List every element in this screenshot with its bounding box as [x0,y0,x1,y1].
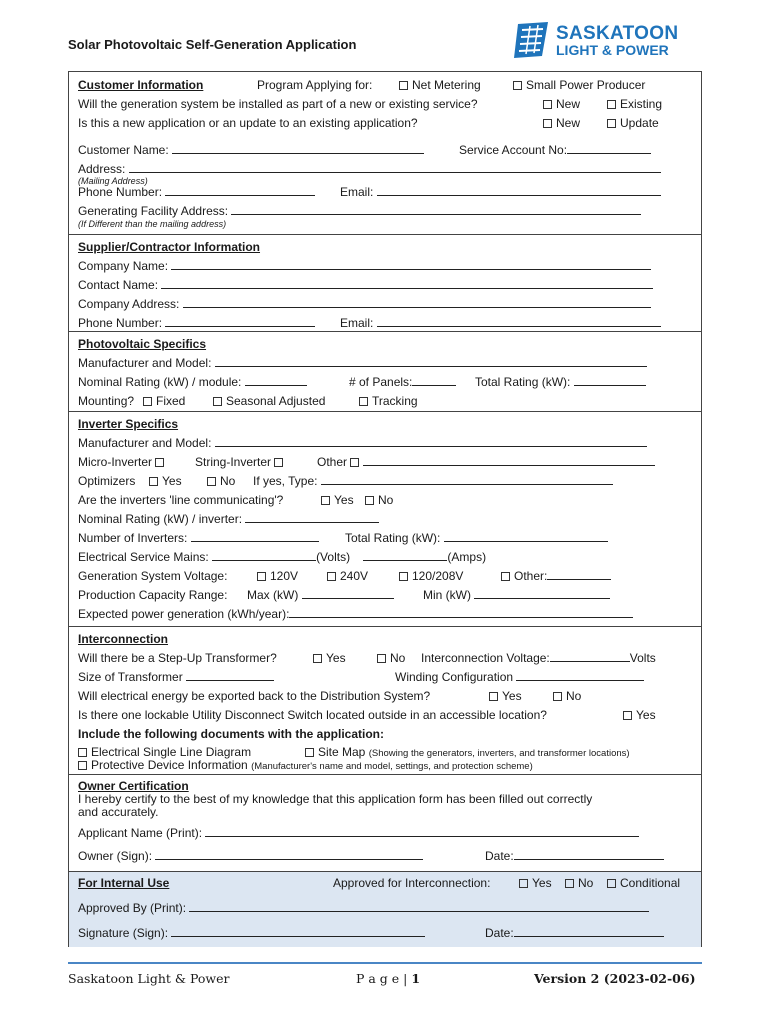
checkbox-icon[interactable] [501,572,510,581]
line-comm-yes-option[interactable]: Yes [321,493,354,507]
customer-heading: Customer Information [78,78,204,92]
pv-heading: Photovoltaic Specifics [78,337,207,351]
capacity-max-field[interactable]: Max (kW) [247,588,394,602]
disconnect-question: Is there one lockable Utility Disconnect Switch located outside in an accessible location? [78,708,547,722]
program-label: Program Applying for: [257,78,373,92]
v120-208-option[interactable]: 120/208V [399,569,463,583]
winding-field[interactable]: Winding Configuration [395,670,644,684]
company-address-field[interactable]: Company Address: [78,297,651,311]
optimizer-type-field[interactable]: If yes, Type: [253,474,613,488]
supplier-section [69,234,701,331]
checkbox-icon[interactable] [399,572,408,581]
application-form [68,71,702,947]
pv-nominal-field[interactable]: Nominal Rating (kW) / module: [78,375,307,389]
pv-manufacturer-field[interactable]: Manufacturer and Model: [78,356,647,370]
address-field[interactable]: Address: [78,162,661,176]
mailing-address-note: (Mailing Address) [78,176,148,186]
checkbox-icon[interactable] [607,100,616,109]
approved-yes-option[interactable]: Yes [519,876,552,890]
other-inverter-option[interactable]: Other [317,455,655,469]
approved-by-field[interactable]: Approved By (Print): [78,901,649,915]
update-app-option[interactable]: Update [607,116,659,130]
inverter-section [69,411,701,626]
checkbox-icon[interactable] [257,572,266,581]
checkbox-icon[interactable] [274,458,283,467]
checkbox-icon[interactable] [607,879,616,888]
checkbox-icon[interactable] [207,477,216,486]
footer-version: Version 2 (2023-02-06) [534,971,696,986]
checkbox-icon[interactable] [399,81,408,90]
checkbox-icon[interactable] [350,458,359,467]
footer-page: P a g e | 1 [356,971,421,986]
checkbox-icon[interactable] [513,81,522,90]
checkbox-icon[interactable] [623,711,632,720]
owner-date-field[interactable]: Date: [485,849,664,863]
footer-org: Saskatoon Light & Power [68,971,230,986]
micro-inverter-option[interactable]: Micro-Inverter [78,455,168,469]
fixed-option[interactable]: Fixed [143,394,185,408]
internal-heading: For Internal Use [78,876,170,890]
optimizers-yes-option[interactable]: Yes [149,474,182,488]
site-map-option[interactable]: Site Map (Showing the generators, inverters, and transformer locations) [305,745,630,761]
applicant-name-field[interactable]: Applicant Name (Print): [78,826,639,840]
checkbox-icon[interactable] [155,458,164,467]
other-voltage-option[interactable]: Other: [501,569,611,583]
checkbox-icon[interactable] [519,879,528,888]
customer-phone-field[interactable]: Phone Number: [78,185,315,199]
inverter-total-field[interactable]: Total Rating (kW): [345,531,608,545]
tracking-option[interactable]: Tracking [359,394,418,408]
page-title: Solar Photovoltaic Self-Generation Application [68,37,357,52]
checkbox-icon[interactable] [543,119,552,128]
inverter-heading: Inverter Specifics [78,417,179,431]
pv-total-field[interactable]: Total Rating (kW): [475,375,646,389]
stepup-no-option[interactable]: No [377,651,405,665]
single-line-option[interactable]: Electrical Single Line Diagram [78,745,251,759]
seasonal-option[interactable]: Seasonal Adjusted [213,394,325,408]
customer-name-field[interactable]: Customer Name: [78,143,424,157]
include-docs-label: Include the following documents with the application: [78,727,384,741]
pv-section [69,331,701,411]
mounting-label: Mounting? [78,394,135,408]
approved-conditional-option[interactable]: Conditional [607,876,680,890]
checkbox-icon[interactable] [143,397,152,406]
export-no-option[interactable]: No [553,689,581,703]
supplier-phone-field[interactable]: Phone Number: [78,316,315,330]
facility-address-note: (If Different than the mailing address) [78,219,227,229]
transformer-size-field[interactable]: Size of Transformer [78,670,274,684]
inverter-manufacturer-field[interactable]: Manufacturer and Model: [78,436,647,450]
owner-section [69,774,701,871]
internal-signature-field[interactable]: Signature (Sign): [78,926,425,940]
supplier-heading: Supplier/Contractor Information [78,240,261,254]
interconnection-heading: Interconnection [78,632,169,646]
expected-generation-field[interactable]: Expected power generation (kWh/year): [78,607,633,621]
checkbox-icon[interactable] [78,748,87,757]
checkbox-icon[interactable] [543,100,552,109]
gen-voltage-label: Generation System Voltage: [78,569,228,583]
new-app-option[interactable]: New [543,116,580,130]
internal-date-field[interactable]: Date: [485,926,664,940]
checkbox-icon[interactable] [321,496,330,505]
supplier-email-field[interactable]: Email: [340,316,661,330]
disconnect-yes-option[interactable]: Yes [623,708,656,722]
customer-section [69,72,701,234]
existing-service-option[interactable]: Existing [607,97,662,111]
logo-text-line1: SASKATOON [556,23,679,44]
checkbox-icon[interactable] [78,761,87,770]
customer-email-field[interactable]: Email: [340,185,661,199]
app-update-question: Is this a new application or an update to an existing application? [78,116,418,130]
checkbox-icon[interactable] [607,119,616,128]
checkbox-icon[interactable] [327,572,336,581]
checkbox-icon[interactable] [565,879,574,888]
footer-rule [68,962,702,964]
contact-name-field[interactable]: Contact Name: [78,278,653,292]
inverter-nominal-field[interactable]: Nominal Rating (kW) / inverter: [78,512,379,526]
checkbox-icon[interactable] [313,654,322,663]
checkbox-icon[interactable] [305,748,314,757]
certify-text-1: I hereby certify to the best of my knowledge that this application form has been filled out correctly [78,792,593,806]
optimizers-label: Optimizers [78,474,136,488]
inverter-count-field[interactable]: Number of Inverters: [78,531,319,545]
string-inverter-option[interactable]: String-Inverter [195,455,287,469]
checkbox-icon[interactable] [365,496,374,505]
logo-text-line2: LIGHT & POWER [556,42,669,58]
new-existing-question: Will the generation system be installed as part of a new or existing service? [78,97,478,111]
approved-ic-label: Approved for Interconnection: [333,876,491,890]
company-logo [512,20,702,60]
ic-voltage-field[interactable]: Interconnection Voltage: Volts [421,651,656,665]
internal-section [69,871,701,947]
checkbox-icon[interactable] [489,692,498,701]
stepup-question: Will there be a Step-Up Transformer? [78,651,277,665]
net-metering-option[interactable]: Net Metering [399,78,481,92]
checkbox-icon[interactable] [213,397,222,406]
owner-sign-field[interactable]: Owner (Sign): [78,849,423,863]
certify-text-2: and accurately. [78,805,159,819]
panels-field[interactable]: # of Panels: [349,375,456,389]
line-comm-question: Are the inverters 'line communicating'? [78,493,284,507]
line-comm-no-option[interactable]: No [365,493,393,507]
service-account-field[interactable]: Service Account No: [459,143,651,157]
checkbox-icon[interactable] [553,692,562,701]
export-question: Will electrical energy be exported back to the Distribution System? [78,689,431,703]
facility-address-field[interactable]: Generating Facility Address: [78,204,641,218]
v120-option[interactable]: 120V [257,569,298,583]
optimizers-no-option[interactable]: No [207,474,235,488]
checkbox-icon[interactable] [149,477,158,486]
small-power-option[interactable]: Small Power Producer [513,78,645,92]
stepup-yes-option[interactable]: Yes [313,651,346,665]
capacity-min-field[interactable]: Min (kW) [423,588,610,602]
protective-device-option[interactable]: Protective Device Information (Manufacturer's name and model, settings, and protection scheme) [78,758,533,774]
company-name-field[interactable]: Company Name: [78,259,651,273]
owner-heading: Owner Certification [78,779,189,793]
export-yes-option[interactable]: Yes [489,689,522,703]
capacity-label: Production Capacity Range: [78,588,228,602]
v240-option[interactable]: 240V [327,569,368,583]
checkbox-icon[interactable] [359,397,368,406]
service-mains-field[interactable]: Electrical Service Mains: (Volts) (Amps) [78,550,487,564]
new-service-option[interactable]: New [543,97,580,111]
checkbox-icon[interactable] [377,654,386,663]
interconnection-section [69,626,701,774]
sun-panel-icon [512,20,554,60]
approved-no-option[interactable]: No [565,876,593,890]
